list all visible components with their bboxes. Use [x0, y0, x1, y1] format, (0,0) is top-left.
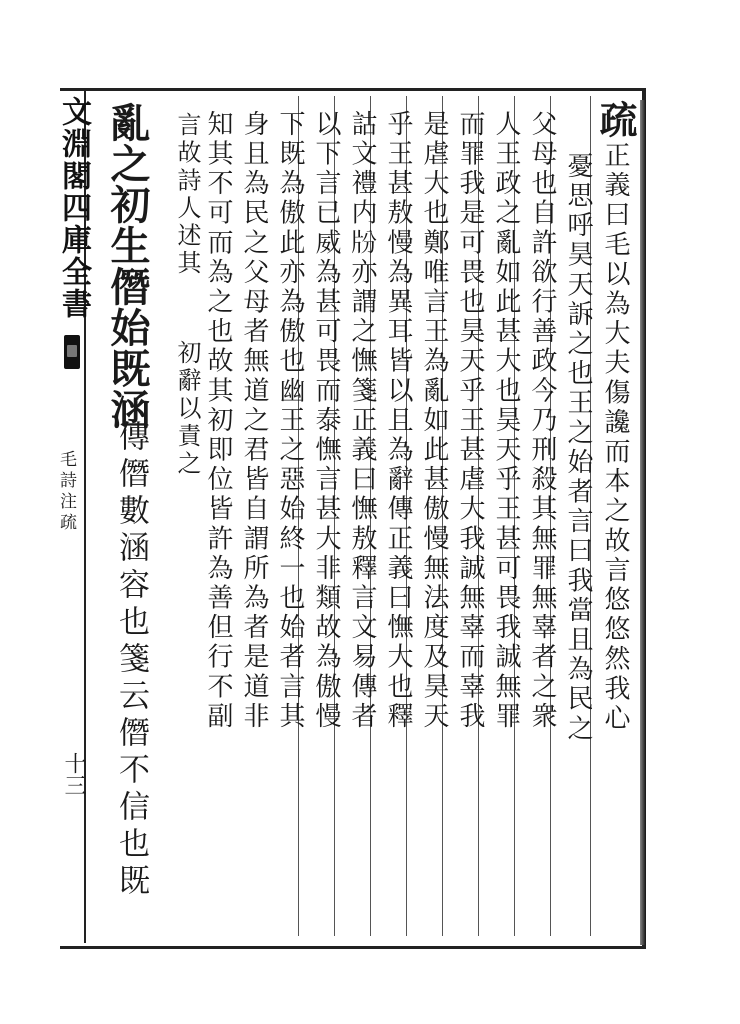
text-column-9: 以下言已威為甚可畏而泰憮言甚大非類故為傲慢	[311, 110, 341, 732]
main-text-small: 傳僭數涵容也箋云僭不信也既	[113, 420, 149, 901]
text-column-6: 是虐大也鄭唯言王為亂如此甚傲慢無法度及昊天	[419, 110, 449, 732]
main-text-large: 亂之初生僭始既涵	[104, 102, 151, 430]
page-number: 十三	[61, 752, 86, 796]
text-column-3: 父母也自許欲行善政今乃刑殺其無罪無辜者之衆	[527, 110, 557, 732]
text-column-7: 乎王甚敖慢為異耳皆以且為辭傳正義曰憮大也釋	[383, 110, 413, 732]
text-column-5: 而罪我是可畏也昊天乎王甚虐大我誠無辜而辜我	[455, 110, 485, 732]
text-column-11: 身且為民之父母者無道之君皆自謂所為者是道非	[239, 110, 269, 732]
text-column-8: 詁文禮内𤖭亦謂之憮箋正義曰憮敖釋言文易傳者	[347, 110, 377, 732]
side-caption: 毛詩注疏	[56, 450, 76, 534]
text-column-10: 下既為傲此亦為傲也幽王之惡始終一也始者言其	[275, 110, 305, 732]
shu-marker: 疏	[593, 100, 638, 142]
book-title: 文淵閣四庫全書	[56, 96, 91, 320]
book-edge	[640, 100, 646, 945]
fish-tail-mark-icon	[64, 335, 80, 369]
text-column-1	[593, 100, 638, 734]
text-column-13: 言故詩人述其	[173, 112, 201, 278]
text-column-2: 憂思呼昊天訴之也王之始者言曰我當且為民之	[563, 152, 593, 744]
text-column-12: 知其不可而為之也故其初即位皆許為善但行不副	[203, 110, 233, 732]
text-column-4: 人王政之亂如此甚大也昊天乎王甚可畏我誠無罪	[491, 110, 521, 732]
text-column-14: 初辭以責之	[173, 340, 201, 478]
text-column-1-body: 正義曰毛以為大夫傷讒而本之故言悠悠然我心	[600, 141, 630, 734]
